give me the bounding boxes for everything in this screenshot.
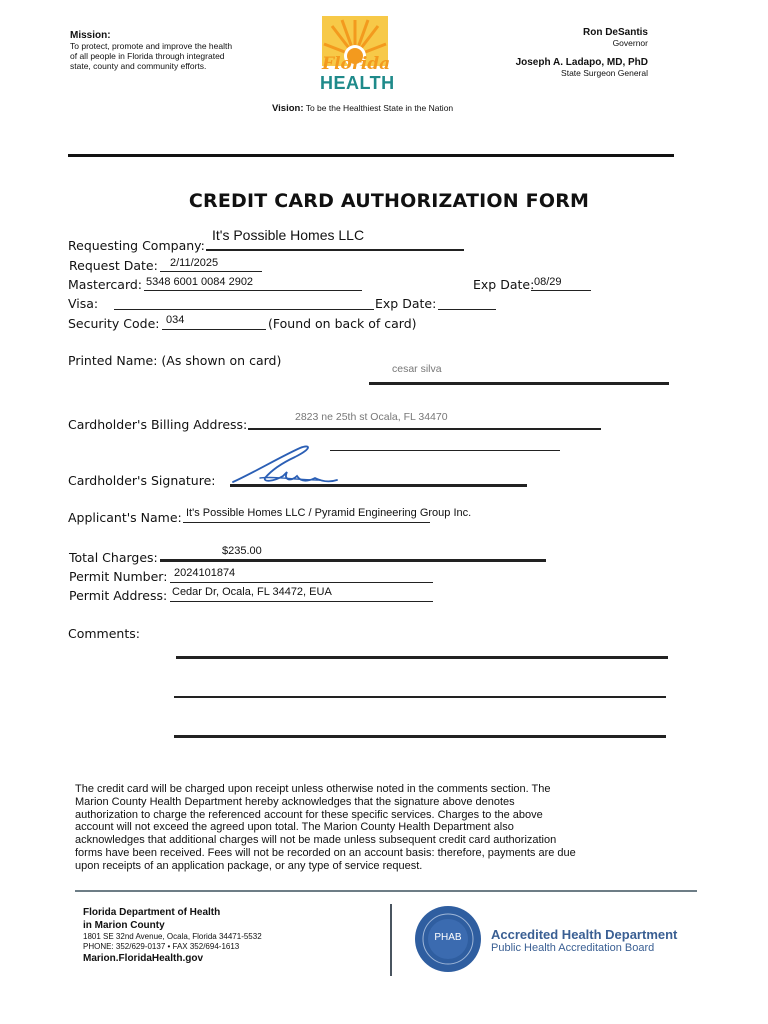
disclaimer-line-1: The credit card will be charged upon receipt unless otherwise noted in the comments section. The <box>75 783 551 795</box>
printed-name-value: cesar silva <box>392 363 442 375</box>
governor-name: Ron DeSantis <box>582 27 648 38</box>
applicant-name-line <box>183 522 430 523</box>
visa-label: Visa: <box>68 296 99 311</box>
vision-line <box>272 103 453 114</box>
surgeon-name: Joseph A. Ladapo, MD, PhD <box>515 57 648 68</box>
surgeon-title: State Surgeon General <box>561 68 648 78</box>
permit-number-value: 2024101874 <box>174 567 236 579</box>
mastercard-value: 5348 6001 0084 2902 <box>146 276 254 288</box>
requesting-company-line <box>206 249 464 251</box>
phab-seal-text: PHAB <box>434 932 462 943</box>
permit-address-label: Permit Address: <box>69 588 168 603</box>
header-divider <box>68 154 674 157</box>
governor-title: Governor <box>612 38 648 48</box>
billing-address-label: Cardholder's Billing Address: <box>68 417 248 432</box>
vision-label: Vision: <box>272 103 304 114</box>
logo-word-health: HEALTH <box>320 73 395 93</box>
disclaimer-line-6: forms have been received. Fees will not be recorded on an account basis: therefore, payments are due <box>75 846 576 859</box>
security-code-label: Security Code: <box>68 316 160 331</box>
requesting-company-value: It's Possible Homes LLC <box>212 227 365 243</box>
dept-website: Marion.FloridaHealth.gov <box>83 953 204 964</box>
disclaimer-line-4: account will not exceed the agreed upon total. The Marion County Health Department also <box>75 821 514 834</box>
printed-name-line <box>369 382 669 385</box>
mission-line-2: of all people in Florida through integrated <box>70 51 225 61</box>
applicant-name-value: It's Possible Homes LLC / Pyramid Engineering Group Inc. <box>186 507 472 519</box>
footer-divider <box>75 890 697 892</box>
signature-line <box>230 484 527 487</box>
billing-address-value: 2823 ne 25th st Ocala, FL 34470 <box>295 411 448 423</box>
mission-title: Mission: <box>70 30 111 41</box>
mastercard-line <box>144 290 362 291</box>
disclaimer-line-5: acknowledges that additional charges will not be made unless subsequent credit card authorization <box>75 834 557 847</box>
security-code-line <box>162 329 266 330</box>
visa-line <box>114 309 374 310</box>
security-code-note: (Found on back of card) <box>268 316 417 331</box>
disclaimer-paragraph <box>75 783 715 873</box>
permit-address-value: Cedar Dr, Ocala, FL 34472, EUA <box>172 586 332 598</box>
exp-date-value: 08/29 <box>534 276 562 288</box>
dept-phone-fax: PHONE: 352/629-0137 • FAX 352/694-1613 <box>83 942 240 951</box>
logo-word-florida: Florida <box>322 54 391 74</box>
requesting-company-label: Requesting Company: <box>68 238 205 253</box>
total-charges-label: Total Charges: <box>69 550 158 565</box>
signature-label: Cardholder's Signature: <box>68 473 216 488</box>
request-date-label: Request Date: <box>69 258 158 273</box>
dept-name-line-1: Florida Department of Health <box>83 907 221 918</box>
officials-block <box>480 27 648 78</box>
comments-line-3 <box>174 735 666 738</box>
mission-block <box>70 30 240 71</box>
phab-seal <box>414 905 482 973</box>
comments-label: Comments: <box>68 626 140 641</box>
accredited-title: Accredited Health Department <box>491 927 678 942</box>
visa-exp-date-label: Exp Date: <box>375 296 437 311</box>
disclaimer-line-2: Marion County Health Department hereby acknowledges that the signature above denotes <box>75 795 515 808</box>
disclaimer-line-7: upon receipts of an application package, or any type of service request. <box>75 859 423 872</box>
total-charges-value: $235.00 <box>222 545 262 557</box>
security-code-value: 034 <box>166 314 185 326</box>
mastercard-label: Mastercard: <box>68 277 143 292</box>
comments-line-1 <box>176 656 668 659</box>
applicant-name-label: Applicant's Name: <box>68 510 182 525</box>
permit-number-line <box>170 582 433 583</box>
disclaimer-line-3: authorization to charge the referenced account for these specific services. Charges to the above <box>75 808 543 821</box>
permit-address-line <box>170 601 433 602</box>
total-charges-line <box>160 559 546 562</box>
form-title: CREDIT CARD AUTHORIZATION FORM <box>188 190 590 212</box>
printed-name-label: Printed Name: (As shown on card) <box>68 353 282 368</box>
billing-address-line-1 <box>248 428 601 430</box>
mission-line-3: state, county and community efforts. <box>70 61 207 71</box>
accreditation-block <box>491 927 677 954</box>
florida-health-logo <box>320 16 395 96</box>
request-date-value: 2/11/2025 <box>170 257 219 269</box>
footer-vertical-divider <box>390 904 392 976</box>
dept-name-line-2: in Marion County <box>83 920 165 931</box>
exp-date-label: Exp Date: <box>473 277 535 292</box>
comments-line-2 <box>174 696 666 698</box>
mission-line-1: To protect, promote and improve the health <box>70 41 233 51</box>
visa-exp-date-line <box>438 309 496 310</box>
permit-number-label: Permit Number: <box>69 569 168 584</box>
exp-date-line <box>531 290 591 291</box>
dept-street-address: 1801 SE 32nd Avenue, Ocala, Florida 34471-5532 <box>83 932 262 941</box>
billing-address-line-2 <box>330 450 560 451</box>
vision-text: To be the Healthiest State in the Nation <box>305 103 454 113</box>
accredited-subtitle: Public Health Accreditation Board <box>491 942 655 954</box>
request-date-line <box>160 271 262 272</box>
dept-address-block <box>83 906 343 966</box>
